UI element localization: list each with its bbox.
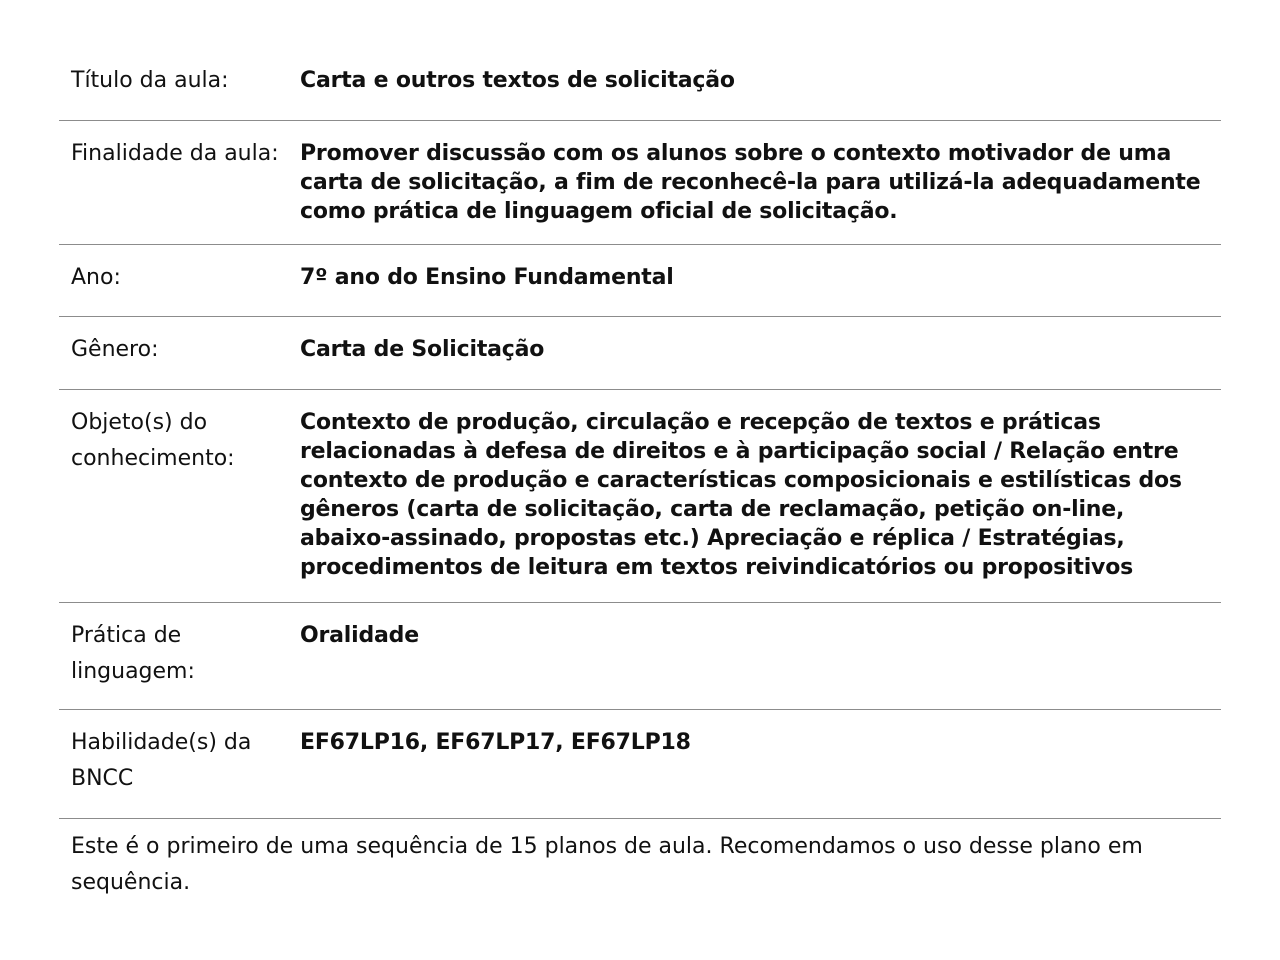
row-purpose: [59, 121, 1221, 245]
row-practice: [59, 603, 1221, 710]
row-label: Ano:: [71, 265, 121, 290]
row-value: Contexto de produção, circulação e recepção de textos e práticas relacionadas à defesa de direitos e à participação social / Relação entre contexto de produção e características composicionais e estilísticas dos gêneros (carta de solicitação, carta de reclamação, petição on-line, abaixo-assinado, propostas etc.) Apreciação e réplica / Estratégias, procedimentos de leitura em textos reivindicatórios ou propositivos: [300, 410, 1182, 580]
row-genre: [59, 317, 1221, 390]
row-objects: [59, 390, 1221, 603]
row-label: Gênero:: [71, 337, 159, 362]
row-skills: [59, 710, 1221, 819]
row-value: Promover discussão com os alunos sobre o contexto motivador de uma carta de solicitação, a fim de reconhecê-la para utilizá-la adequadamente como prática de linguagem oficial de solicitação.: [300, 141, 1201, 224]
row-title: [59, 48, 1221, 121]
row-value: EF67LP16, EF67LP17, EF67LP18: [300, 730, 691, 755]
lesson-plan-table: [59, 48, 1221, 901]
row-value: Carta de Solicitação: [300, 337, 545, 362]
row-label: Prática de linguagem:: [71, 623, 195, 684]
row-value: Carta e outros textos de solicitação: [300, 68, 735, 93]
row-value: 7º ano do Ensino Fundamental: [300, 265, 674, 290]
row-label: Finalidade da aula:: [71, 141, 279, 166]
row-value: Oralidade: [300, 623, 419, 648]
row-label: Título da aula:: [71, 68, 229, 93]
row-label: Habilidade(s) da BNCC: [71, 730, 252, 791]
row-label: Objeto(s) do conhecimento:: [71, 410, 235, 471]
sequence-note: Este é o primeiro de uma sequência de 15 planos de aula. Recomendamos o uso desse plano em sequência.: [71, 834, 1143, 895]
row-year: [59, 245, 1221, 317]
